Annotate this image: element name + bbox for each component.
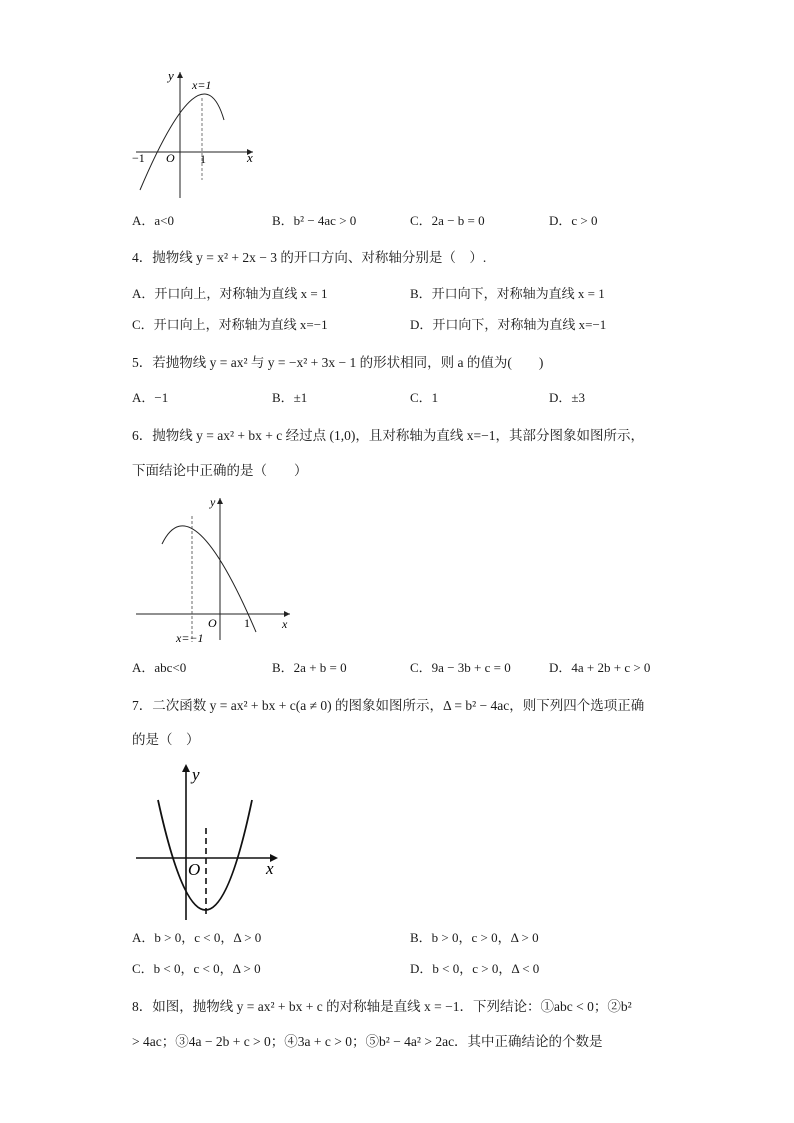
q7-option-a: A．b > 0，c < 0，Δ > 0 — [132, 930, 262, 945]
fig6-x-label: x — [282, 617, 288, 631]
q3-option-a: A．a<0 — [132, 213, 174, 228]
q6-option-a: A．abc<0 — [132, 660, 187, 675]
q4-option-d: D．开口向下，对称轴为直线 x=−1 — [410, 317, 607, 332]
q4-option-b: B．开口向下，对称轴为直线 x = 1 — [410, 286, 605, 301]
q3-option-c: C．2a − b = 0 — [410, 213, 485, 228]
fig1-tick-neg1: −1 — [132, 151, 145, 165]
fig6-y-label: y — [210, 495, 216, 509]
q6-option-d: D．4a + 2b + c > 0 — [549, 660, 651, 675]
q4-option-c: C．开口向上，对称轴为直线 x=−1 — [132, 317, 328, 332]
q7-option-b: B．b > 0，c > 0，Δ > 0 — [410, 930, 539, 945]
q3-option-b: B．b² − 4ac > 0 — [272, 213, 357, 228]
q5-option-b: B．±1 — [272, 390, 308, 405]
fig7-x-label: x — [266, 859, 274, 878]
q6-option-b: B．2a + b = 0 — [272, 660, 347, 675]
q6-stem-line2: 下面结论中正确的是（ ） — [132, 463, 308, 478]
q5-option-d: D．±3 — [549, 390, 586, 405]
fig1-y-label: y — [168, 68, 174, 83]
figure-q6-parabola — [130, 490, 300, 650]
fig1-x-label: x — [247, 150, 253, 165]
q5-option-a: A．−1 — [132, 390, 169, 405]
fig7-y-label: y — [192, 765, 200, 784]
q7-option-d: D．b < 0，c > 0，Δ < 0 — [410, 961, 540, 976]
fig1-origin: O — [166, 151, 175, 165]
figure-q7-parabola — [130, 760, 290, 925]
q6-stem-line1: 6．抛物线 y = ax² + bx + c 经过点 (1,0)，且对称轴为直线 x=−1，其部分图象如图所示， — [132, 428, 644, 443]
q7-option-c: C．b < 0，c < 0，Δ > 0 — [132, 961, 261, 976]
figure-q3-parabola — [128, 62, 268, 202]
fig1-axis-label: x=1 — [192, 78, 212, 92]
q4-option-a: A．开口向上，对称轴为直线 x = 1 — [132, 286, 328, 301]
q7-stem-line1: 7．二次函数 y = ax² + bx + c(a ≠ 0) 的图象如图所示，Δ = b² − 4ac，则下列四个选项正确 — [132, 698, 645, 713]
q6-option-c: C．9a − 3b + c = 0 — [410, 660, 511, 675]
fig6-tick-1: 1 — [244, 616, 250, 630]
q5-option-c: C．1 — [410, 390, 439, 405]
fig6-axis-label: x=−1 — [176, 631, 204, 645]
q5-stem: 5．若抛物线 y = ax² 与 y = −x² + 3x − 1 的形状相同，则 a 的值为( ) — [132, 355, 544, 370]
q7-stem-line2: 的是（ ） — [132, 732, 200, 747]
fig7-origin: O — [188, 860, 201, 879]
q8-stem-line2: > 4ac；③4a − 2b + c > 0；④3a + c > 0；⑤b² − 4a² > 2ac．其中正确结论的个数是 — [132, 1034, 603, 1049]
fig1-tick-1: 1 — [200, 152, 206, 166]
q8-stem-line1: 8．如图，抛物线 y = ax² + bx + c 的对称轴是直线 x = −1．下列结论：①abc < 0；②b² — [132, 999, 632, 1014]
q3-option-d: D．c > 0 — [549, 213, 598, 228]
q4-stem: 4．抛物线 y = x² + 2x − 3 的开口方向、对称轴分别是（ ）. — [132, 250, 487, 265]
fig6-origin: O — [208, 616, 217, 630]
